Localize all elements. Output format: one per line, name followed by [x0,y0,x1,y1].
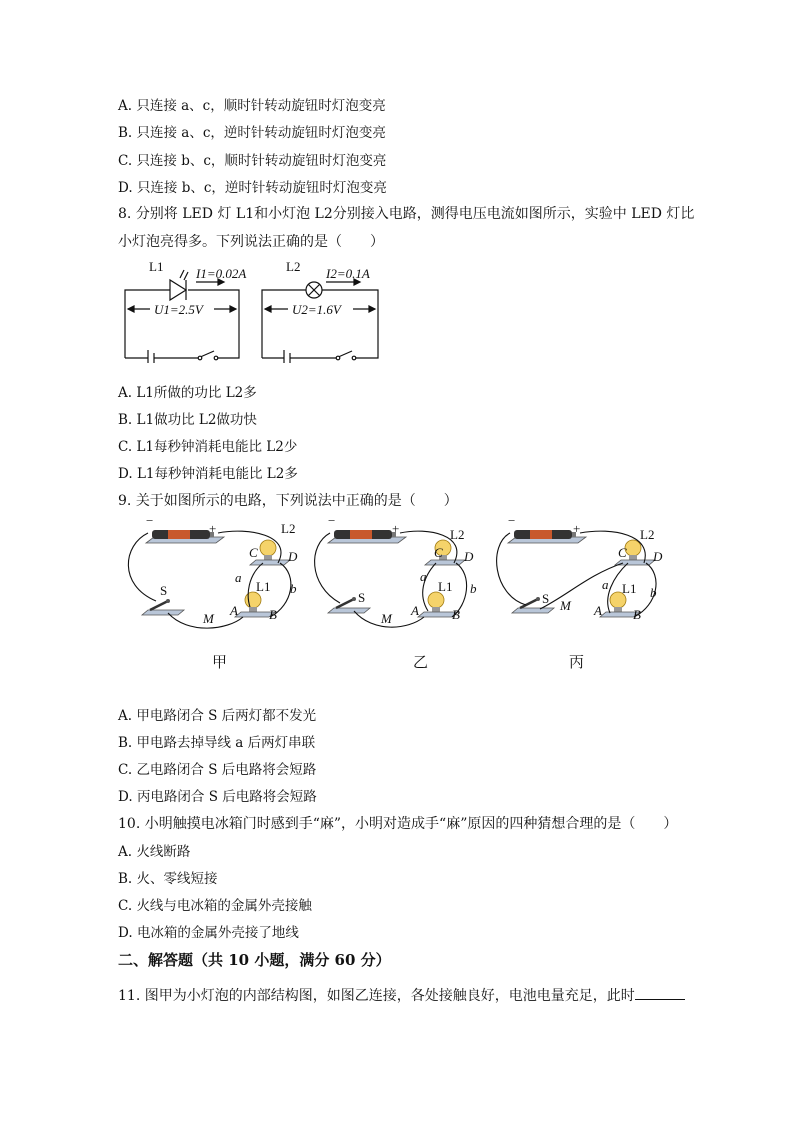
q7-option-b: B. 只连接 a、c，逆时针转动旋钮时灯泡变亮 [118,125,386,141]
q7-option-c: C. 只连接 b、c，顺时针转动旋钮时灯泡变亮 [118,153,387,169]
yi-b-label: B [452,607,460,622]
q10-option-d: D. 电冰箱的金属外壳接了地线 [118,925,299,941]
yi-b-wire-label: b [470,581,477,596]
jia-l1-label: L1 [256,579,271,594]
bing-plus-label: + [573,521,581,536]
q9-figure [118,515,678,684]
q10-option-b: B. 火、零线短接 [118,871,218,887]
bing-b-wire-label: b [650,585,657,600]
yi-l1-label: L1 [438,579,453,594]
q8-option-b: B. L1做功比 L2做功快 [118,412,257,428]
bing-c-label: C [618,545,627,560]
section2-heading: 二、解答题（共 10 小题，满分 60 分） [118,951,391,969]
q8-i2-label: I2=0.1A [326,266,370,281]
yi-m-label: M [381,611,392,626]
jia-s-label: S [160,583,168,598]
q8-option-d: D. L1每秒钟消耗电能比 L2多 [118,466,298,482]
q9-option-b: B. 甲电路去掉导线 a 后两灯串联 [118,735,316,751]
q8-l2-label: L2 [286,259,301,274]
yi-plus-label: + [392,521,400,536]
q8-u2-label: U2=1.6V [292,302,341,317]
q8-l1-label: L1 [149,259,164,274]
jia-plus-label: + [209,521,217,536]
jia-minus-label: − [146,515,154,528]
q11-stem: 11. 图甲为小灯泡的内部结构图，如图乙连接，各处接触良好，电池电量充足，此时 [118,985,685,1006]
yi-c-label: C [434,545,443,560]
bing-s-label: S [542,591,550,606]
jia-d-label: D [288,549,298,564]
bing-d-label: D [653,549,663,564]
q8-option-a: A. L1所做的功比 L2多 [118,385,257,401]
q11-answer-blank[interactable] [635,985,685,1000]
q7-option-a: A. 只连接 a、c，顺时针转动旋钮时灯泡变亮 [118,98,386,114]
yi-s-label: S [358,590,366,605]
q9-option-c: C. 乙电路闭合 S 后电路将会短路 [118,762,317,778]
caption-bing: 丙 [569,655,585,671]
bing-b-label: B [633,607,641,622]
q8-i1-label: I1=0.02A [196,266,247,281]
yi-minus-label: − [328,515,336,528]
caption-yi: 乙 [413,655,429,671]
bing-l1-label: L1 [622,581,637,596]
q8-circuit-diagram [118,258,388,363]
yi-a-wire-label: a [420,569,427,584]
q9-circuit-diagrams [118,515,678,680]
q7-option-d: D. 只连接 b、c，逆时针转动旋钮时灯泡变亮 [118,180,387,196]
jia-a-wire-label: a [235,570,242,585]
q8-stem-line1: 8. 分别将 LED 灯 L1和小灯泡 L2分别接入电路，测得电压电流如图所示，实验中 LED 灯比 [118,206,695,222]
q8-option-c: C. L1每秒钟消耗电能比 L2少 [118,439,298,455]
q10-stem: 10. 小明触摸电冰箱门时感到手“麻”，小明对造成手“麻”原因的四种猜想合理的是（ ） [118,816,678,832]
bing-minus-label: − [508,515,516,528]
bing-a-label: A [594,603,602,618]
q8-u1-label: U1=2.5V [154,302,203,317]
q9-stem: 9. 关于如图所示的电路，下列说法中正确的是（ ） [118,493,458,509]
jia-c-label: C [249,545,258,560]
q9-option-a: A. 甲电路闭合 S 后两灯都不发光 [118,708,317,724]
caption-jia: 甲 [212,655,228,671]
jia-a-label: A [230,603,238,618]
yi-a-label: A [411,603,419,618]
jia-b-wire-label: b [290,581,297,596]
bing-a-wire-label: a [602,577,609,592]
bing-l2-label: L2 [640,527,655,542]
q10-option-c: C. 火线与电冰箱的金属外壳接触 [118,898,312,914]
yi-l2-label: L2 [450,527,465,542]
circuit-bing [497,530,656,617]
q9-option-d: D. 丙电路闭合 S 后电路将会短路 [118,789,317,805]
q10-option-a: A. 火线断路 [118,844,191,860]
q8-figure [118,258,388,367]
jia-l2-label: L2 [281,521,296,536]
bing-m-label: M [560,598,571,613]
yi-d-label: D [464,549,474,564]
jia-m-label: M [203,611,214,626]
q8-stem-line2: 小灯泡亮得多。下列说法正确的是（ ） [118,234,384,250]
jia-b-label: B [269,607,277,622]
